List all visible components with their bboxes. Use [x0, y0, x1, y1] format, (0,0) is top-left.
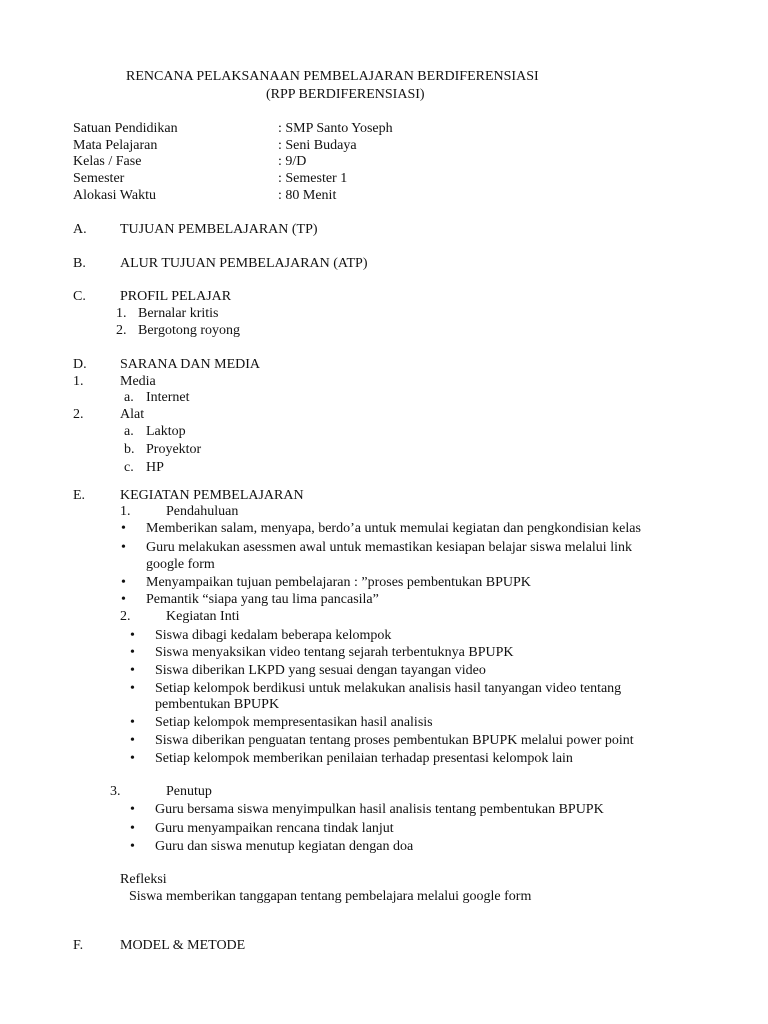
section-marker: C. — [73, 289, 86, 304]
list-number: 2. — [120, 609, 131, 624]
list-item: Internet — [146, 390, 190, 405]
bullet-item: • Guru bersama siswa menyimpulkan hasil analisis tentang pembentukan BPUPK — [155, 801, 604, 818]
identity-value: : SMP Santo Yoseph — [278, 121, 393, 136]
section-marker: D. — [73, 357, 87, 372]
bullet-item: • Guru melakukan asessmen awal untuk memastikan kesiapan belajar siswa melalui link — [146, 539, 632, 556]
paragraph: Siswa memberikan tanggapan tentang pembelajara melalui google form — [129, 889, 532, 904]
list-number: 1. — [116, 306, 127, 321]
list-item: Bergotong royong — [138, 323, 241, 338]
section-heading: KEGIATAN PEMBELAJARAN — [120, 488, 304, 503]
list-number: 2. — [116, 323, 127, 338]
subheading: Penutup — [166, 784, 212, 799]
section-heading: MODEL & METODE — [120, 938, 246, 953]
identity-value: : 80 Menit — [278, 188, 337, 203]
identity-label: Satuan Pendidikan — [73, 121, 178, 136]
doc-title: RENCANA PELAKSANAAN PEMBELAJARAN BERDIFERENSIASI — [126, 69, 539, 84]
bullet-item: • Pemantik “siapa yang tau lima pancasila” — [146, 591, 379, 608]
section-marker: E. — [73, 488, 86, 503]
identity-label: Alokasi Waktu — [73, 188, 156, 203]
subheading: Pendahuluan — [166, 504, 239, 519]
section-marker: A. — [73, 222, 87, 237]
bullet-item-continued: pembentukan BPUPK — [155, 697, 280, 712]
section-heading: PROFIL PELAJAR — [120, 289, 232, 304]
bullet-item: • Menyampaikan tujuan pembelajaran : ”proses pembentukan BPUPK — [146, 574, 531, 591]
bullet-item: • Setiap kelompok mempresentasikan hasil analisis — [155, 714, 433, 731]
identity-value: : Seni Budaya — [278, 138, 357, 153]
section-heading: ALUR TUJUAN PEMBELAJARAN (ATP) — [120, 256, 368, 271]
list-item: Laktop — [146, 424, 186, 439]
bullet-item: • Setiap kelompok memberikan penilaian terhadap presentasi kelompok lain — [155, 750, 573, 767]
list-item: Proyektor — [146, 442, 202, 457]
bullet-item: • Guru menyampaikan rencana tindak lanjut — [155, 820, 394, 837]
identity-value: : Semester 1 — [278, 171, 348, 186]
bullet-item: • Siswa menyaksikan video tentang sejarah terbentuknya BPUPK — [155, 644, 513, 661]
list-number: 1. — [120, 504, 131, 519]
bullet-item: • Siswa diberikan penguatan tentang proses pembentukan BPUPK melalui power point — [155, 732, 634, 749]
identity-label: Kelas / Fase — [73, 154, 142, 169]
list-item: Bernalar kritis — [138, 306, 219, 321]
identity-label: Semester — [73, 171, 125, 186]
doc-subtitle: (RPP BERDIFERENSIASI) — [266, 87, 425, 102]
identity-value: : 9/D — [278, 154, 307, 169]
subheading: Refleksi — [120, 872, 167, 887]
bullet-item: • Siswa diberikan LKPD yang sesuai dengan tayangan video — [155, 662, 486, 679]
bullet-item: • Guru dan siswa menutup kegiatan dengan doa — [155, 838, 413, 855]
bullet-item: • Setiap kelompok berdikusi untuk melakukan analisis hasil tanyangan video tentang — [155, 680, 621, 697]
section-marker: B. — [73, 256, 86, 271]
list-letter: a. — [124, 390, 134, 405]
list-number: 2. — [73, 407, 84, 422]
bullet-item: • Memberikan salam, menyapa, berdo’a untuk memulai kegiatan dan pengkondisian kelas — [146, 520, 641, 537]
section-marker: F. — [73, 938, 84, 953]
bullet-item-continued: google form — [146, 557, 215, 572]
subheading: Kegiatan Inti — [166, 609, 240, 624]
subheading: Alat — [120, 407, 145, 422]
section-heading: SARANA DAN MEDIA — [120, 357, 261, 372]
list-number: 3. — [110, 784, 121, 799]
list-item: HP — [146, 460, 164, 475]
section-heading: TUJUAN PEMBELAJARAN (TP) — [120, 222, 318, 237]
list-number: 1. — [73, 374, 84, 389]
list-letter: c. — [124, 460, 134, 475]
list-letter: a. — [124, 424, 134, 439]
identity-label: Mata Pelajaran — [73, 138, 158, 153]
subheading: Media — [120, 374, 156, 389]
list-letter: b. — [124, 442, 135, 457]
bullet-item: • Siswa dibagi kedalam beberapa kelompok — [155, 627, 391, 644]
